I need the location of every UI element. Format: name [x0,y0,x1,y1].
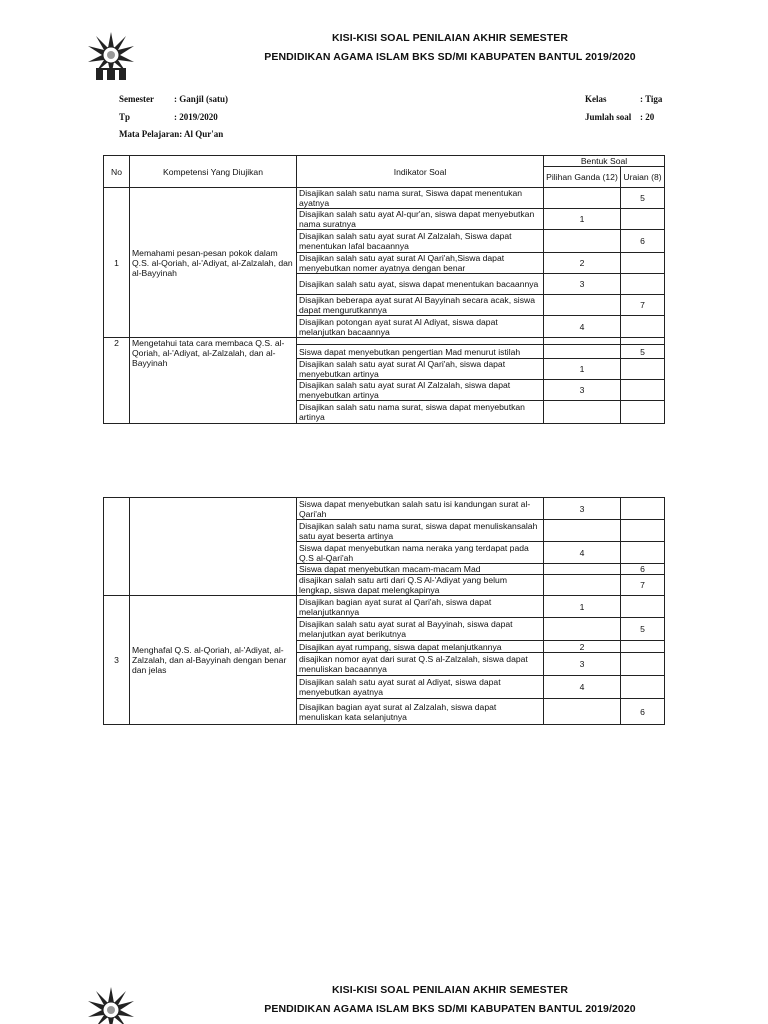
pilihan-ganda-cell [544,575,621,596]
pilihan-ganda-cell: 1 [544,359,621,380]
kisi-kisi-table-2 [103,497,665,725]
indikator-cell: Disajikan bagian ayat surat al Zalzalah, siswa dapat menuliskan kata selanjutnya [297,699,544,725]
indikator-cell: Disajikan salah satu ayat surat al Bayyinah, siswa dapat melanjutkan ayat berikutnya [297,618,544,641]
header-no: No [104,156,130,188]
kompetensi-cell: Mengetahui tata cara membaca Q.S. al-Qoriah, al-'Adiyat, al-Zalzalah, dan al-Bayyinah [130,338,297,424]
tp-value: : 2019/2020 [174,112,218,122]
indikator-cell: Disajikan beberapa ayat surat Al Bayyinah secara acak, siswa dapat mengurutkannya [297,295,544,316]
jumlah-soal-label: Jumlah soal [585,112,632,122]
indikator-cell: Disajikan salah satu ayat Al-qur'an, siswa dapat menyebutkan nama suratnya [297,209,544,230]
table-row [104,498,665,520]
uraian-cell: 6 [621,230,665,253]
uraian-cell [621,359,665,380]
kompetensi-cell: Memahami pesan-pesan pokok dalam Q.S. al-Qoriah, al-'Adiyat, al-Zalzalah, dan al-Bayyinah [130,188,297,338]
indikator-cell: Disajikan ayat rumpang, siswa dapat melanjutkannya [297,641,544,653]
pilihan-ganda-cell: 3 [544,653,621,676]
uraian-cell: 7 [621,295,665,316]
pilihan-ganda-cell: 2 [544,253,621,274]
kelas-value: : Tiga [640,94,663,104]
document-subtitle: PENDIDIKAN AGAMA ISLAM BKS SD/MI KABUPATEN BANTUL 2019/2020 [264,51,636,63]
indikator-cell: Disajikan salah satu ayat surat al Adiyat, siswa dapat menyebutkan ayatnya [297,676,544,699]
indikator-cell [297,338,544,345]
uraian-cell: 5 [621,345,665,359]
uraian-cell [621,498,665,520]
row-no: 1 [104,188,130,338]
row-no: 3 [104,596,130,725]
next-page-title: KISI-KISI SOAL PENILAIAN AKHIR SEMESTER [331,984,569,996]
muhammadiyah-logo-icon [86,30,136,82]
pilihan-ganda-cell: 4 [544,316,621,338]
pilihan-ganda-cell [544,401,621,424]
header-indikator: Indikator Soal [297,156,544,188]
indikator-cell: Siswa dapat menyebutkan salah satu isi kandungan surat al-Qari'ah [297,498,544,520]
uraian-cell: 5 [621,188,665,209]
pilihan-ganda-cell [544,345,621,359]
document-title: KISI-KISI SOAL PENILAIAN AKHIR SEMESTER [331,32,569,44]
kisi-kisi-table-1 [103,155,665,424]
mata-pelajaran: Mata Pelajaran: Al Qur'an [119,129,224,139]
uraian-cell [621,676,665,699]
pilihan-ganda-cell [544,188,621,209]
pilihan-ganda-cell: 1 [544,596,621,618]
uraian-cell [621,520,665,542]
header-pilihan-ganda: Pilihan Ganda (12) [544,167,621,188]
indikator-cell: Siswa dapat menyebutkan macam-macam Mad [297,564,544,575]
pilihan-ganda-cell: 4 [544,542,621,564]
indikator-cell: disajikan salah satu arti dari Q.S Al-'Adiyat yang belum lengkap, siswa dapat melengkapinya [297,575,544,596]
pilihan-ganda-cell: 2 [544,641,621,653]
indikator-cell: disajikan nomor ayat dari surat Q.S al-Zalzalah, siswa dapat menuliskan bacaannya [297,653,544,676]
pilihan-ganda-cell [544,520,621,542]
indikator-cell: Disajikan potongan ayat surat Al Adiyat, siswa dapat melanjutkan bacaannya [297,316,544,338]
uraian-cell [621,542,665,564]
uraian-cell [621,401,665,424]
table-row [104,188,665,209]
muhammadiyah-logo-footer-icon [86,985,136,1024]
next-page-subtitle: PENDIDIKAN AGAMA ISLAM BKS SD/MI KABUPATEN BANTUL 2019/2020 [264,1003,636,1015]
uraian-cell [621,316,665,338]
indikator-cell: Disajikan salah satu ayat, siswa dapat menentukan bacaannya [297,274,544,295]
pilihan-ganda-cell: 1 [544,209,621,230]
indikator-cell: Disajikan salah satu ayat surat Al Qari'ah, siswa dapat menyebutkan artinya [297,359,544,380]
kelas-label: Kelas [585,94,607,104]
pilihan-ganda-cell [544,230,621,253]
pilihan-ganda-cell [544,338,621,345]
indikator-cell: Disajikan salah satu ayat surat Al Qari'ah,Siswa dapat menyebutkan nomer ayatnya dengan benar [297,253,544,274]
pilihan-ganda-cell [544,618,621,641]
tp-label: Tp [119,112,131,122]
uraian-cell [621,380,665,401]
uraian-cell [621,209,665,230]
uraian-cell: 6 [621,699,665,725]
table-row [104,596,665,618]
indikator-cell: Disajikan bagian ayat surat al Qari'ah, siswa dapat melanjutkannya [297,596,544,618]
uraian-cell [621,274,665,295]
pilihan-ganda-cell: 3 [544,274,621,295]
row-no [104,498,130,596]
uraian-cell: 6 [621,564,665,575]
uraian-cell [621,338,665,345]
uraian-cell [621,641,665,653]
indikator-cell: Siswa dapat menyebutkan pengertian Mad menurut istilah [297,345,544,359]
uraian-cell [621,653,665,676]
header-bentuk-soal: Bentuk Soal [544,156,665,167]
indikator-cell: Disajikan salah satu ayat surat Al Zalzalah, Siswa dapat menentukan lafal bacaannya [297,230,544,253]
table-row [104,338,665,345]
uraian-cell [621,253,665,274]
uraian-cell [621,596,665,618]
indikator-cell: Disajikan salah satu nama surat, siswa dapat menyebutkan artinya [297,401,544,424]
pilihan-ganda-cell [544,295,621,316]
header-uraian: Uraian (8) [621,167,665,188]
kompetensi-cell: Menghafal Q.S. al-Qoriah, al-'Adiyat, al-Zalzalah, dan al-Bayyinah dengan benar dan jelas [130,596,297,725]
indikator-cell: Siswa dapat menyebutkan nama neraka yang terdapat pada Q.S al-Qari'ah [297,542,544,564]
semester-value: : Ganjil (satu) [174,94,228,104]
uraian-cell: 5 [621,618,665,641]
pilihan-ganda-cell: 3 [544,498,621,520]
semester-label: Semester [119,94,154,104]
pilihan-ganda-cell: 3 [544,380,621,401]
header-kompetensi: Kompetensi Yang Diujikan [130,156,297,188]
indikator-cell: Disajikan salah satu ayat surat Al Zalzalah, siswa dapat menyebutkan artinya [297,380,544,401]
pilihan-ganda-cell: 4 [544,676,621,699]
row-no: 2 [104,338,130,424]
indikator-cell: Disajikan salah satu nama surat, Siswa dapat menentukan ayatnya [297,188,544,209]
jumlah-soal-value: : 20 [640,112,655,122]
indikator-cell: Disajikan salah satu nama surat, siswa dapat menuliskansalah satu ayat beserta artinya [297,520,544,542]
uraian-cell: 7 [621,575,665,596]
pilihan-ganda-cell [544,699,621,725]
pilihan-ganda-cell [544,564,621,575]
kompetensi-cell [130,498,297,596]
